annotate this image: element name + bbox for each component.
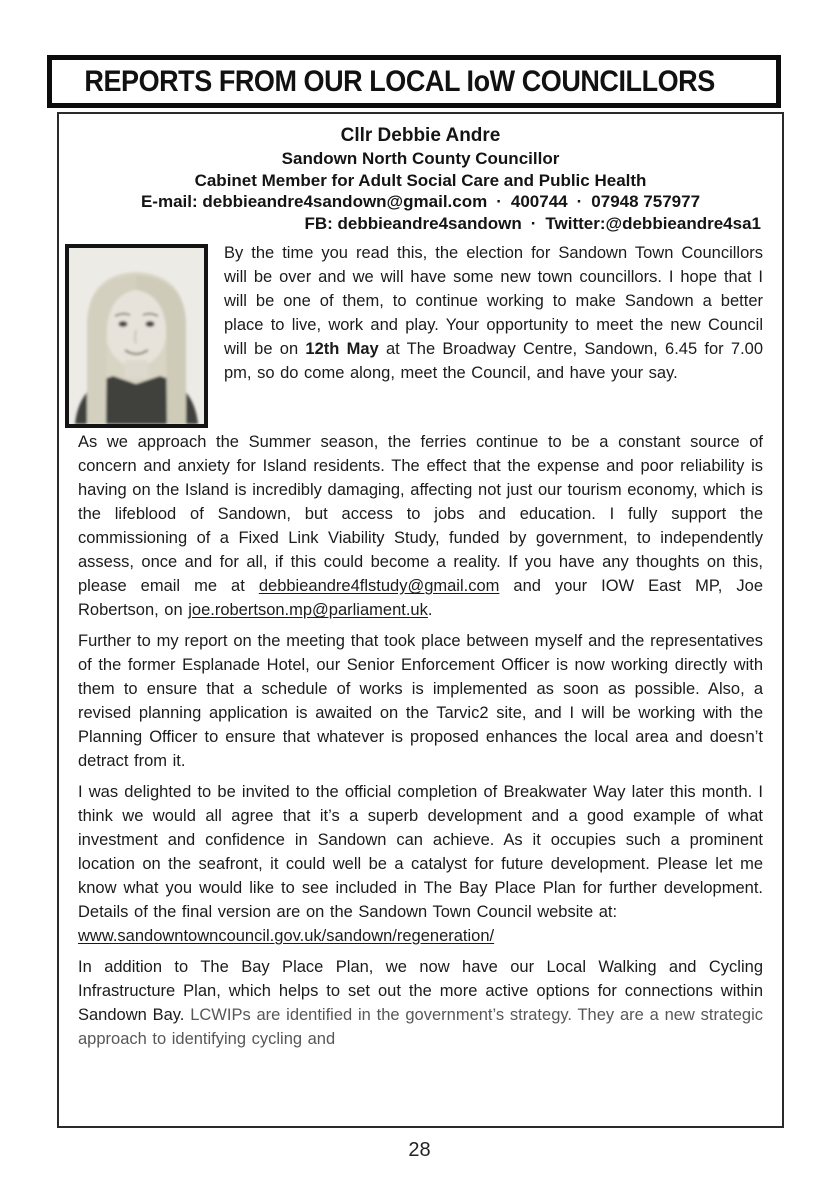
event-date: 12th May (305, 340, 379, 358)
facebook-handle: debbieandre4sandown (337, 213, 522, 233)
paragraph-breakwater (78, 780, 763, 948)
facebook-label: FB: (304, 213, 338, 233)
paragraph-text: As we approach the Summer season, the ferries continue to be a constant source of concern and anxiety for Island residents. The effect that the expense and poor reliability is having on the Island is incredibly damaging, affecting not just our tourism economy, which is the lifeblood of Sandown, but access to jobs and education. I fully support the commissioning of a Fixed Link Viability Study, funded by government, to independently assess, once and for all, if this could become a reality. If you have any thoughts on this, please email me at (78, 433, 763, 595)
paragraph-text: at The Broadway Centre, Sandown, 6.45 for 7.00 pm, so do come along, meet the Council, and have your say. (224, 340, 764, 382)
email-address: debbieandre4sandown@gmail.com (202, 192, 488, 211)
separator-dot: · (496, 192, 502, 211)
paragraph-text: Further to my report on the meeting that took place between myself and the representatives of the former Esplanade Hotel, our Senior Enforcement Officer is now working directly with them to ensure that a schedule of works is implemented as soon as possible. Also, a revised planning application is awaited on the Tarvic2 site, and I will be working with the Planning Officer to ensure that whatever is proposed enhances the local area and doesn’t detract from it. (78, 632, 763, 770)
councillor-report-box (57, 112, 784, 1128)
paragraph-lcwip (78, 955, 763, 1051)
separator-dot: · (530, 213, 537, 233)
mp-email-link[interactable]: joe.robertson.mp@parliament.uk (188, 601, 428, 619)
twitter-handle: @debbieandre4sa1 (605, 213, 761, 233)
paragraph-esplanade (78, 629, 763, 773)
paragraph-text: In addition to The Bay Place Plan, we now have our Local Walking and Cycling Infrastructure Plan, which helps to set out the more active options for connections within Sandown Bay. (78, 958, 763, 1024)
paragraph-election (78, 241, 763, 385)
paragraph-ferries (78, 430, 763, 622)
phone-number: 400744 (510, 192, 568, 211)
separator-dot: · (576, 192, 583, 211)
email-label: E-mail: (140, 192, 203, 211)
portrait-illustration (69, 248, 204, 424)
paragraph-text: I was delighted to be invited to the official completion of Breakwater Way later this month. I think we would all agree that it’s a superb development and a good example of what investment and confidence in Sandown can achieve. As it occupies such a prominent location on the seafront, it could well be a catalyst for future development. Please let me know what you would like to see included in The Bay Place Plan for further development. Details of the final version are on the Sandown Town Council website at: (78, 783, 763, 921)
paragraph-text: and your IOW East MP, Joe Robertson, on (78, 577, 764, 619)
fixed-link-study-email-link[interactable]: debbieandre4flstudy@gmail.com (258, 577, 500, 595)
councillor-name: Cllr Debbie Andre (340, 125, 501, 146)
paragraph-text: By the time you read this, the election for Sandown Town Councillors will be over and we will have some new town councillors. I hope that I will be one of them, to continue working to make Sandown a better place to live, work and play. Your opportunity to meet the new Council will be on (224, 244, 763, 358)
page-title: REPORTS FROM OUR LOCAL IoW COUNCILLORS (84, 64, 715, 98)
twitter-label: Twitter: (545, 213, 606, 233)
page-number: 28 (408, 1139, 431, 1161)
councillor-photo (65, 244, 208, 428)
councillor-cabinet-role: Cabinet Member for Adult Social Care and Public Health (194, 170, 647, 190)
councillor-header (78, 123, 763, 234)
paragraph-text-faded: LCWIPs are identified in the government’s strategy. They are a new strategic approach to identifying cycling and (78, 1006, 764, 1048)
councillor-role: Sandown North County Councillor (281, 149, 560, 168)
mobile-number: 07948 757977 (591, 192, 701, 211)
page-banner (47, 55, 781, 108)
regeneration-url-link[interactable]: www.sandowntowncouncil.gov.uk/sandown/regeneration/ (78, 927, 495, 945)
social-line (78, 213, 763, 235)
paragraph-text: . (427, 601, 433, 619)
contact-line (78, 191, 763, 213)
